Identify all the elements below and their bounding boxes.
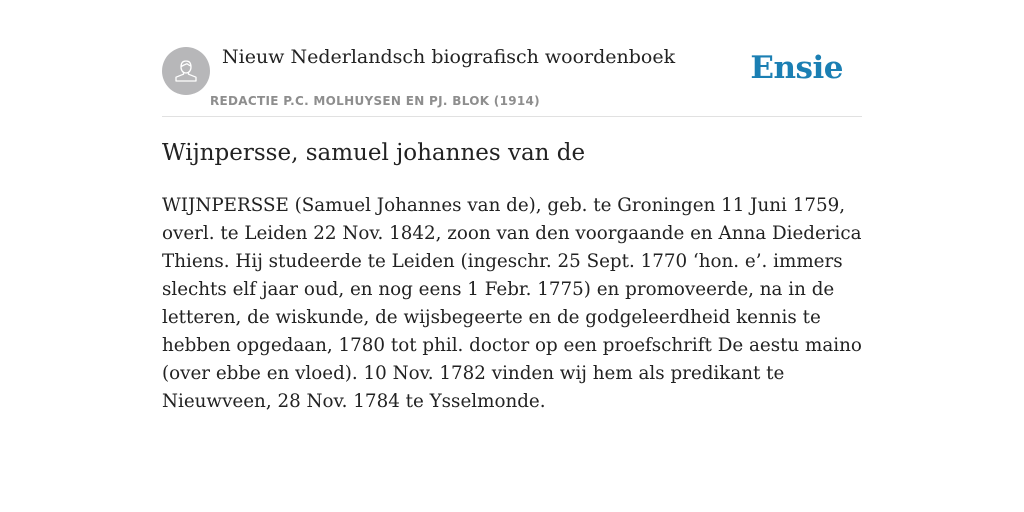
ensie-logo[interactable]: Ensie (750, 50, 843, 86)
source-editor: REDACTIE P.C. MOLHUYSEN EN PJ. BLOK (1914) (210, 94, 540, 108)
entry-title: Wijnpersse, samuel johannes van de (162, 140, 586, 166)
entry-body: WIJNPERSSE (Samuel Johannes van de), geb. te Groningen 11 Juni 1759, overl. te Leiden 22 Nov. 1842, zoon van den voorgaande en Anna Diederica Thiens. Hij studeerde te Leiden (ingeschr. 25 Sept. 1770 ‘hon. e’. immers slechts elf jaar oud, en nog eens 1 Febr. 1775) en promoveerde, na in de letteren, de wiskunde, de wijsbegeerte en de godgeleerdheid kennis te hebben opgedaan, 1780 tot phil. doctor op een proefschrift De aestu maino (over ebbe en vloed). 10 Nov. 1782 vinden wij hem als predikant te Nieuwveen, 28 Nov. 1784 te Ysselmonde. (162, 195, 862, 412)
source-title[interactable]: Nieuw Nederlandsch biografisch woordenboek (222, 46, 676, 68)
source-header (162, 40, 862, 117)
avatar[interactable] (162, 47, 210, 95)
user-silhouette-icon (172, 57, 200, 85)
